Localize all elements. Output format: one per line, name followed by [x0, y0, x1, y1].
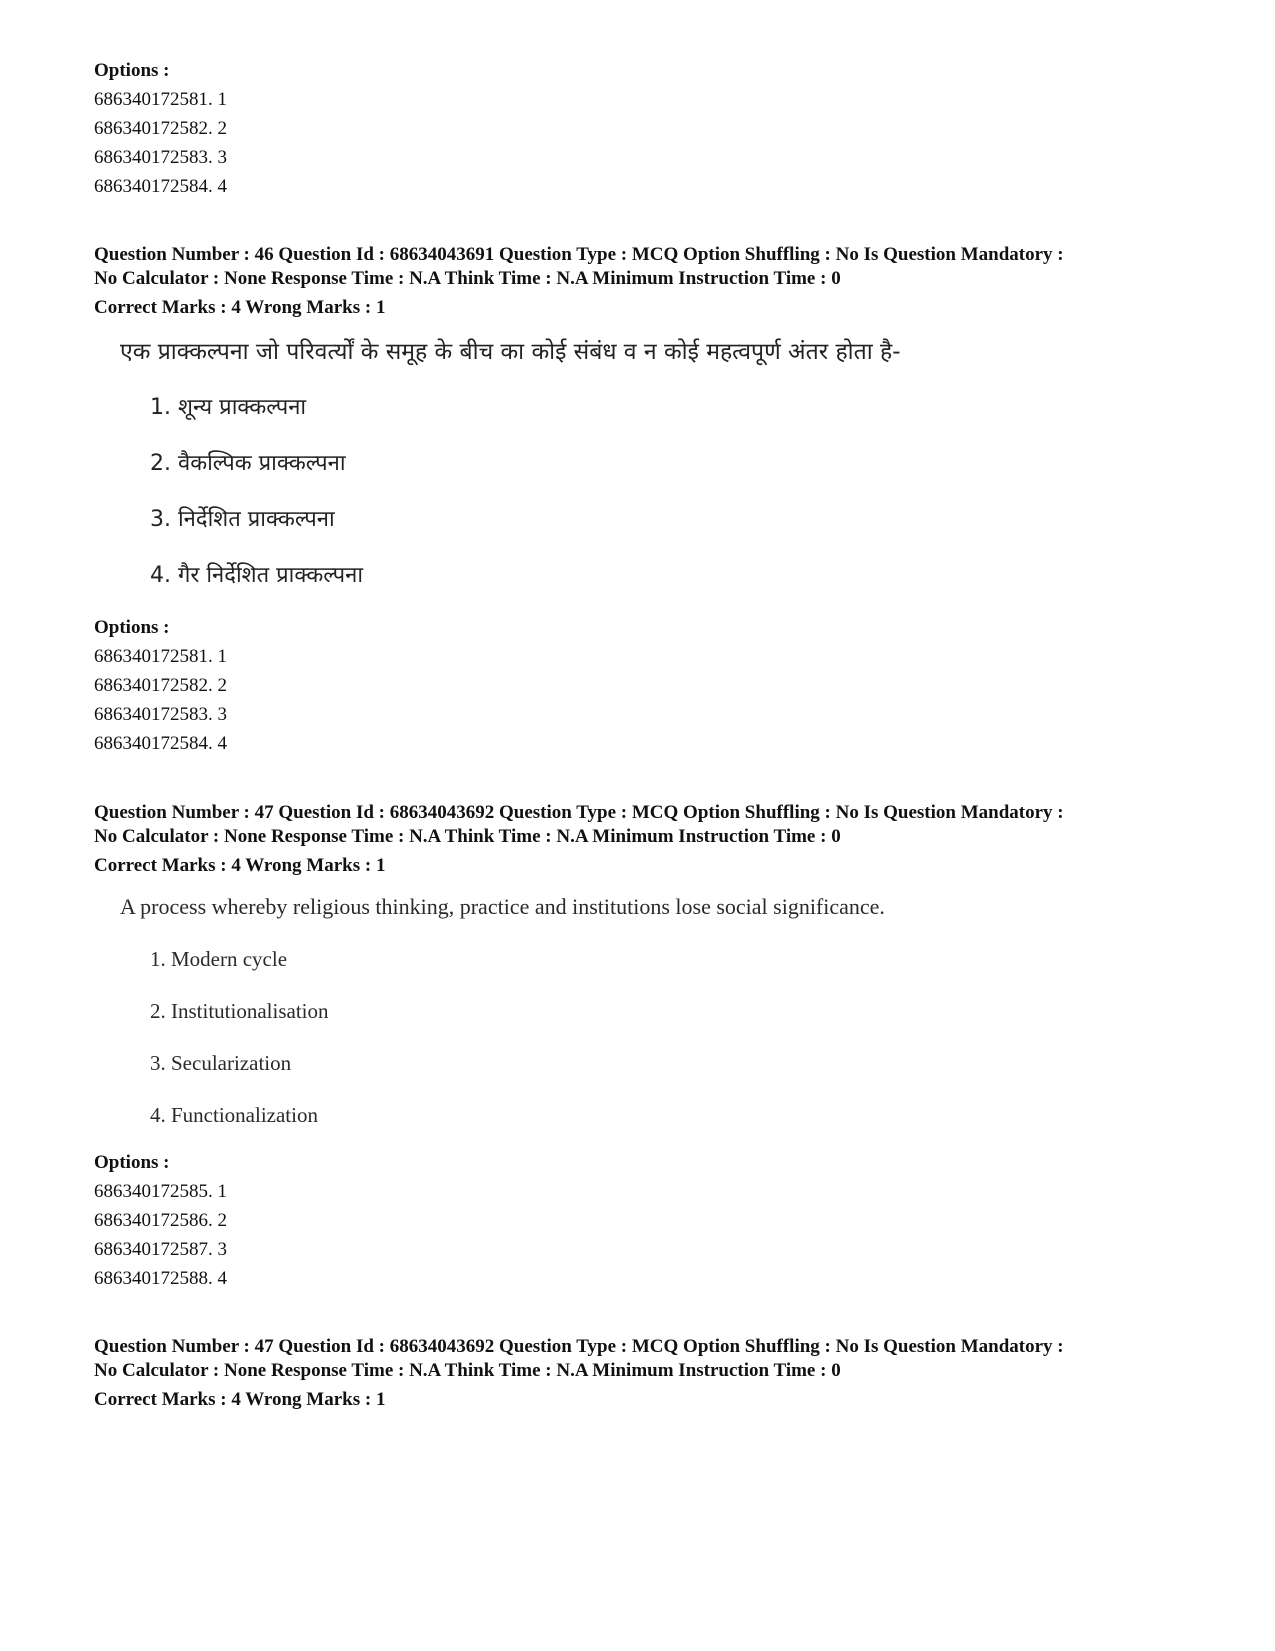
answer-choice: 1. शून्य प्राक्कल्पना [150, 395, 307, 420]
answer-choice: 2. वैकल्पिक प्राक्कल्पना [150, 451, 346, 476]
question-stem: A process whereby religious thinking, practice and institutions lose social significance. [120, 894, 885, 919]
question-meta-line: No Calculator : None Response Time : N.A Think Time : N.A Minimum Instruction Time : 0 [94, 1360, 841, 1381]
options-block-top [94, 56, 1204, 201]
option-line: 686340172587. 3 [94, 1239, 227, 1260]
answer-choice: 3. Secularization [150, 1051, 292, 1075]
option-line: 686340172581. 1 [94, 646, 227, 667]
option-line: 686340172584. 4 [94, 176, 227, 197]
question-meta-line: No Calculator : None Response Time : N.A Think Time : N.A Minimum Instruction Time : 0 [94, 826, 841, 847]
question-47-header [94, 801, 1204, 878]
option-line: 686340172585. 1 [94, 1181, 227, 1202]
options-label: Options : [94, 1152, 170, 1173]
answer-choice: 2. Institutionalisation [150, 999, 329, 1023]
answer-choice: 4. गैर निर्देशित प्राक्कल्पना [150, 563, 364, 588]
question-47-options [94, 1148, 1204, 1293]
option-line: 686340172582. 2 [94, 675, 227, 696]
option-line: 686340172584. 4 [94, 733, 227, 754]
answer-choice: 1. Modern cycle [150, 947, 288, 971]
option-line: 686340172588. 4 [94, 1268, 227, 1289]
question-47-repeat-header [94, 1335, 1204, 1412]
question-stem: एक प्राक्कल्पना जो परिवर्त्यों के समूह के बीच का कोई संबंध व न कोई महत्वपूर्ण अंतर होता है- [120, 339, 901, 365]
question-marks: Correct Marks : 4 Wrong Marks : 1 [94, 1389, 386, 1410]
question-46-body [120, 337, 1020, 591]
option-line: 686340172586. 2 [94, 1210, 227, 1231]
option-line: 686340172581. 1 [94, 89, 227, 110]
option-line: 686340172583. 3 [94, 147, 227, 168]
option-line: 686340172583. 3 [94, 704, 227, 725]
question-marks: Correct Marks : 4 Wrong Marks : 1 [94, 855, 386, 876]
question-meta-line: Question Number : 46 Question Id : 68634043691 Question Type : MCQ Option Shuffling : No Is Question Mandatory : [94, 244, 1064, 265]
answer-choice: 4. Functionalization [150, 1103, 318, 1127]
question-46-options [94, 613, 1204, 758]
question-meta-line: Question Number : 47 Question Id : 68634043692 Question Type : MCQ Option Shuffling : No Is Question Mandatory : [94, 802, 1064, 823]
question-meta-line: No Calculator : None Response Time : N.A Think Time : N.A Minimum Instruction Time : 0 [94, 268, 841, 289]
answer-choice: 3. निर्देशित प्राक्कल्पना [150, 507, 335, 532]
question-meta-line: Question Number : 47 Question Id : 68634043692 Question Type : MCQ Option Shuffling : No Is Question Mandatory : [94, 1336, 1064, 1357]
question-marks: Correct Marks : 4 Wrong Marks : 1 [94, 297, 386, 318]
options-label: Options : [94, 60, 170, 81]
option-line: 686340172582. 2 [94, 118, 227, 139]
question-46-header [94, 243, 1204, 320]
options-label: Options : [94, 617, 170, 638]
question-47-body [120, 893, 1020, 1129]
